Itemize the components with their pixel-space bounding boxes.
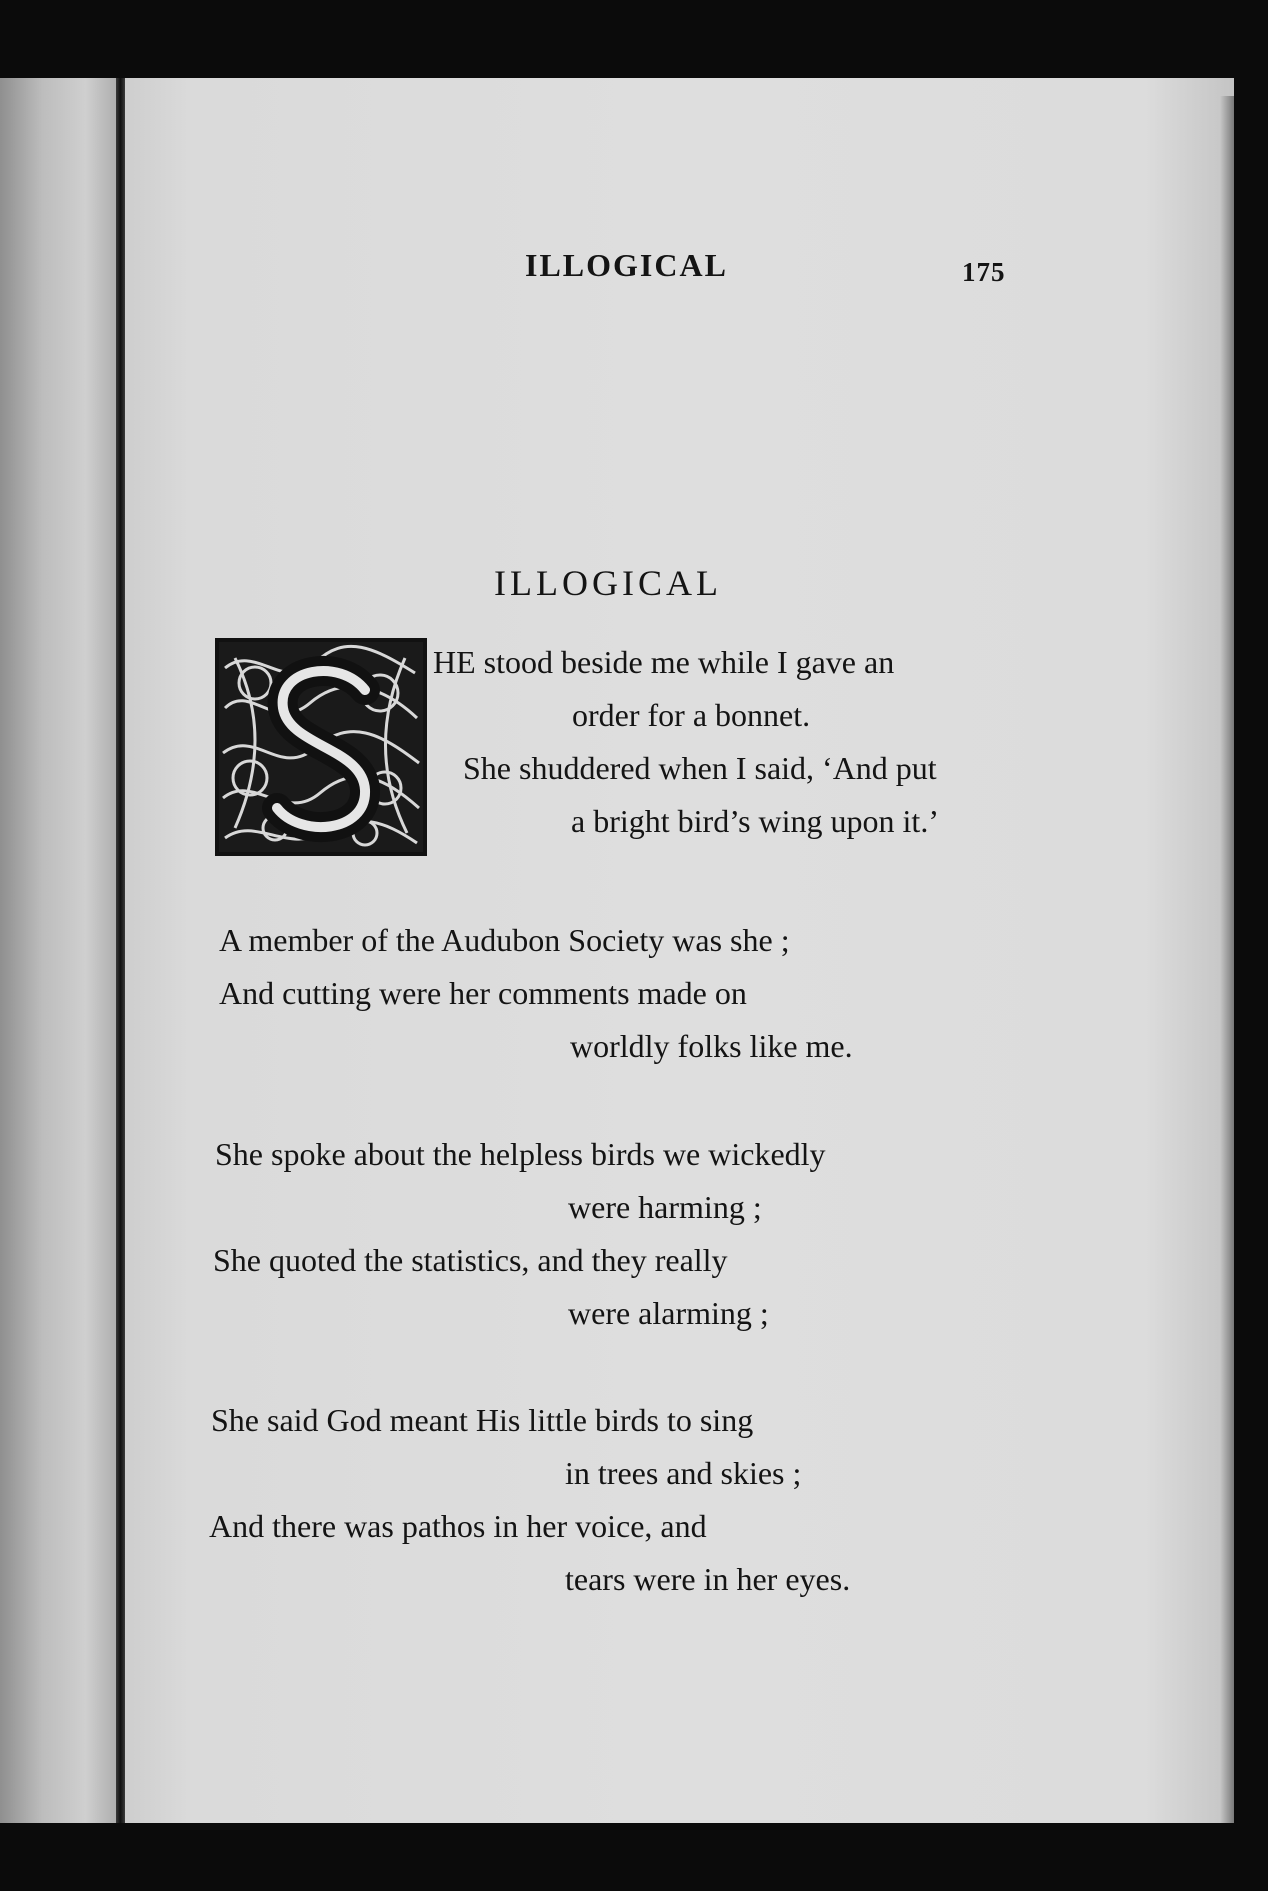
poem-line: She said God meant His little birds to sing [211,1402,754,1438]
page-edge-shadow [1220,96,1234,1823]
poem-title: ILLOGICAL [494,563,722,603]
facing-page-edge [0,78,122,1823]
poem-line: were harming ; [568,1189,762,1225]
running-header-title: ILLOGICAL [525,247,728,283]
binding-gutter [116,78,125,1823]
poem-line: a bright bird’s wing upon it.’ [571,803,939,839]
page-number: 175 [962,257,1006,287]
poem-line: She shuddered when I said, ‘And put [463,750,937,786]
poem-line: She quoted the statistics, and they really [213,1242,728,1278]
ornamental-dropcap-s [215,638,427,856]
poem-line: worldly folks like me. [570,1028,853,1064]
poem-line: A member of the Audubon Society was she ; [219,922,790,958]
poem-line: HE stood beside me while I gave an [433,644,895,680]
poem-line: tears were in her eyes. [565,1561,851,1597]
poem-line: in trees and skies ; [565,1455,802,1491]
poem-line: order for a bonnet. [572,697,811,733]
poem-line: were alarming ; [568,1295,769,1331]
dropcap-ornament-icon [215,638,427,856]
poem-line: And cutting were her comments made on [219,975,747,1011]
poem-line: And there was pathos in her voice, and [209,1508,707,1544]
poem-line: She spoke about the helpless birds we wickedly [215,1136,826,1172]
